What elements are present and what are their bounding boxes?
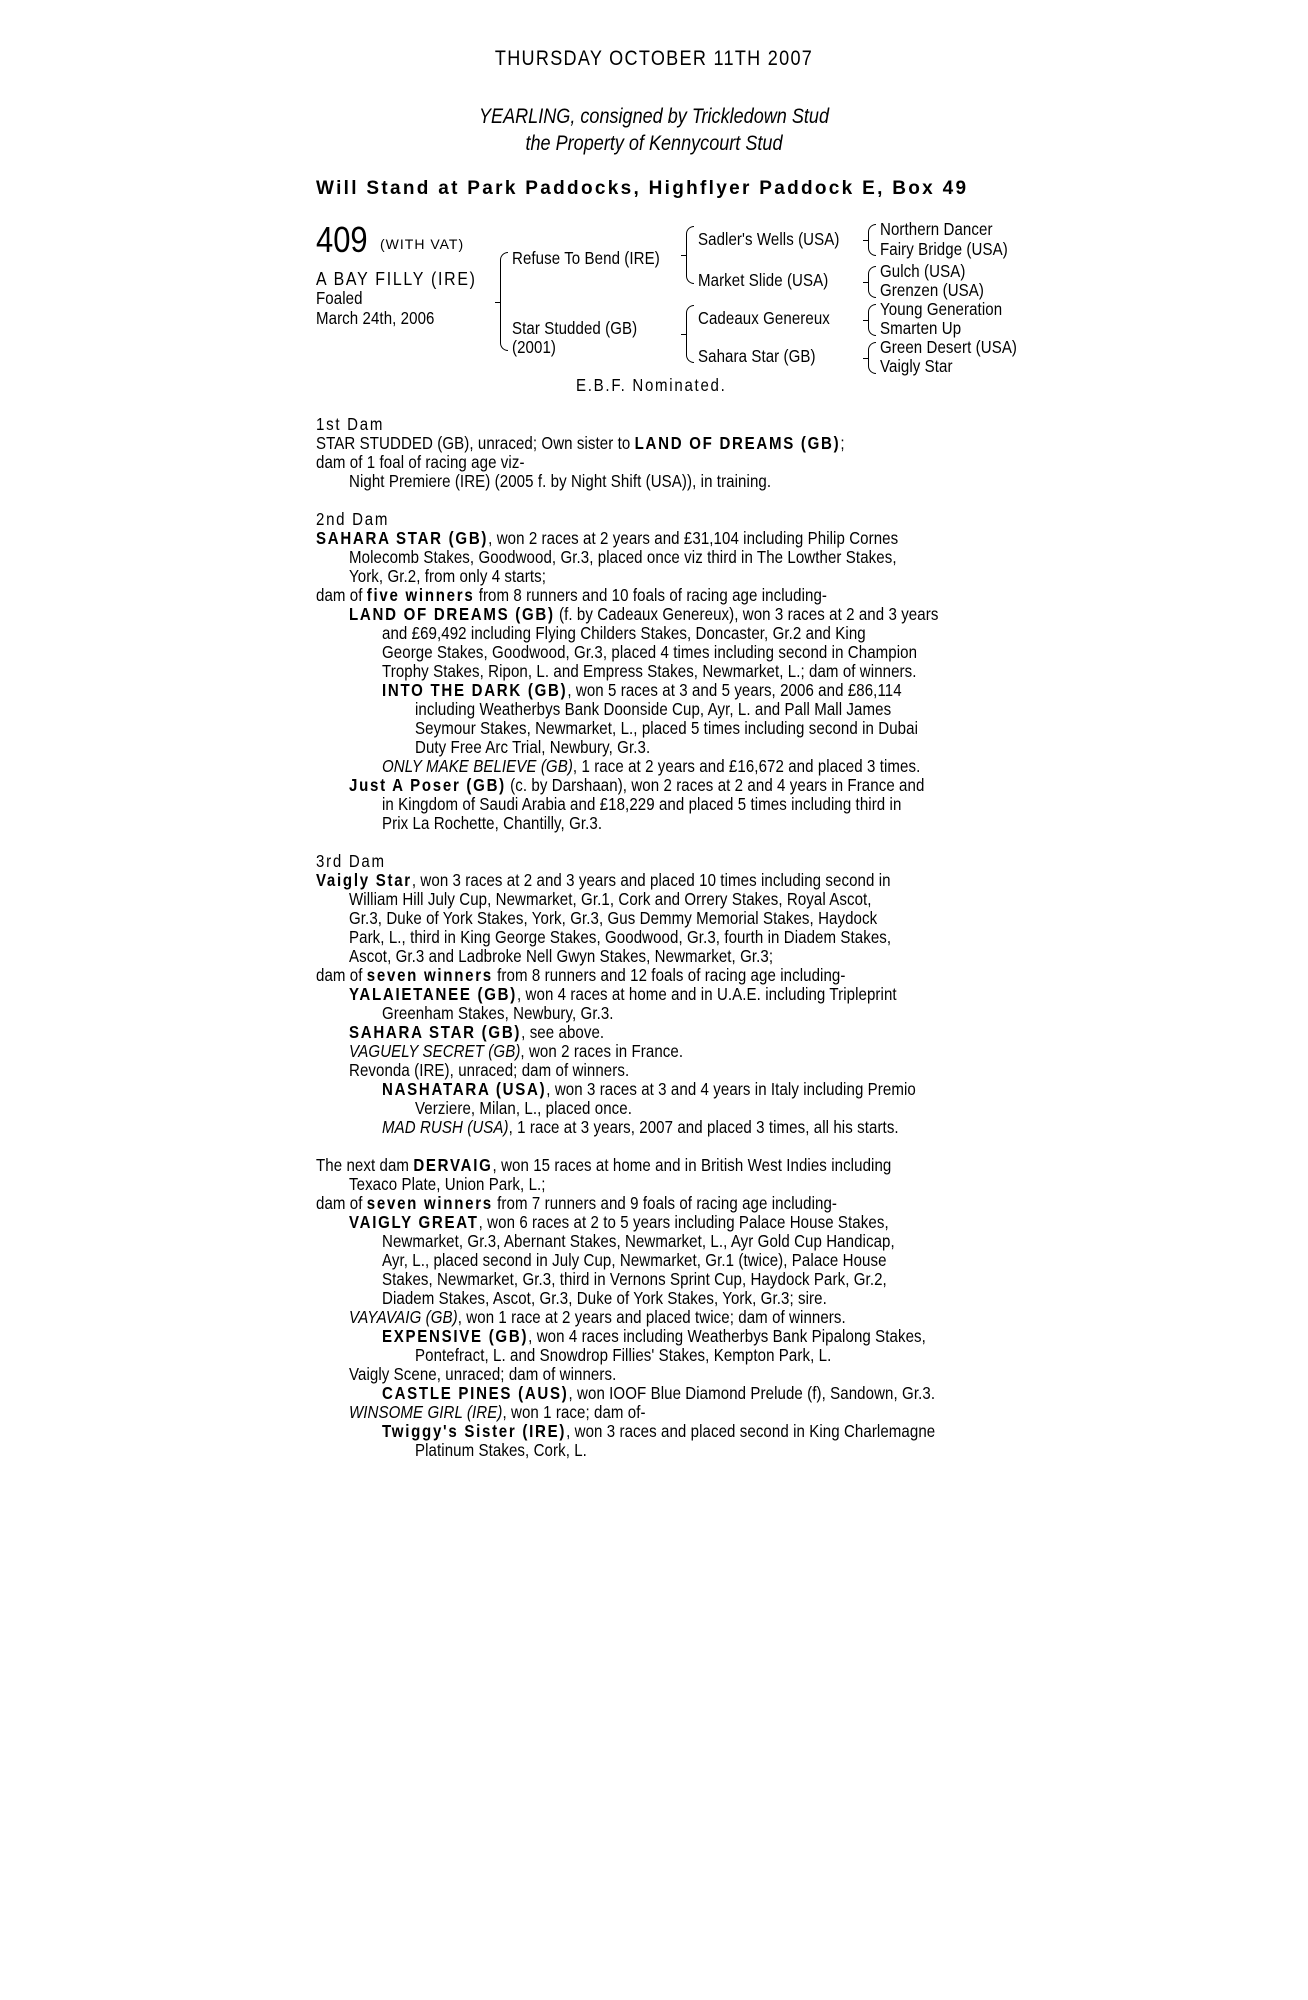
brace-sire-dam: [500, 252, 508, 351]
brace-sd-parents: [868, 266, 876, 298]
pedigree-dsd: Smarten Up: [880, 318, 962, 338]
foaled-label: Foaled: [316, 288, 363, 308]
produce-line: MAD RUSH (USA), 1 race at 3 years, 2007 and placed 3 times, all his starts.: [382, 1117, 899, 1137]
dam-line: STAR STUDDED (GB), unraced; Own sister to LAND OF DREAMS (GB);: [316, 433, 845, 453]
produce-line: Night Premiere (IRE) (2005 f. by Night Shift (USA)), in training.: [349, 471, 772, 491]
pedigree-sire-dam: Market Slide (USA): [698, 270, 829, 290]
produce-line: VAGUELY SECRET (GB), won 2 races in France.: [349, 1041, 684, 1061]
dam-line: dam of five winners from 8 runners and 10 foals of racing age including-: [316, 585, 828, 605]
stand-location: Will Stand at Park Paddocks, Highflyer Paddock E, Box 49: [316, 178, 969, 199]
dam-line: dam of seven winners from 8 runners and 12 foals of racing age including-: [316, 965, 846, 985]
dam-line: Texaco Plate, Union Park, L.;: [349, 1174, 546, 1194]
dam-line: Park, L., third in King George Stakes, Goodwood, Gr.3, fourth in Diadem Stakes,: [349, 927, 892, 947]
dam-line: William Hill July Cup, Newmarket, Gr.1, Cork and Orrery Stakes, Royal Ascot,: [349, 889, 872, 909]
pedigree-dds: Green Desert (USA): [880, 337, 1018, 357]
dam-line: dam of 1 foal of racing age viz-: [316, 452, 525, 472]
produce-line: Vaigly Scene, unraced; dam of winners.: [349, 1364, 617, 1384]
property-line: the Property of Kennycourt Stud: [525, 132, 783, 155]
section-heading: 1st Dam: [316, 414, 385, 434]
produce-line: and £69,492 including Flying Childers Stakes, Doncaster, Gr.2 and King: [382, 623, 866, 643]
consignment-note: [92, 103, 1217, 157]
pedigree-sds: Gulch (USA): [880, 261, 966, 281]
pedigree-sss: Northern Dancer: [880, 219, 993, 239]
produce-line: Pontefract, L. and Snowdrop Fillies' Stakes, Kempton Park, L.: [415, 1345, 832, 1365]
pedigree-dam: Star Studded (GB): [512, 318, 638, 338]
produce-line: Diadem Stakes, Ascot, Gr.3, Duke of York Stakes, York, Gr.3; sire.: [382, 1288, 827, 1308]
produce-line: including Weatherbys Bank Doonside Cup, Ayr, L. and Pall Mall James: [415, 699, 892, 719]
dam-line: Vaigly Star, won 3 races at 2 and 3 years and placed 10 times including second in: [316, 870, 891, 890]
produce-line: Stakes, Newmarket, Gr.3, third in Vernons Sprint Cup, Haydock Park, Gr.2,: [382, 1269, 887, 1289]
produce-line: Platinum Stakes, Cork, L.: [415, 1440, 587, 1460]
brace-dd-parents: [868, 342, 876, 374]
foaled-date: March 24th, 2006: [316, 308, 435, 328]
produce-line: George Stakes, Goodwood, Gr.3, placed 4 times including second in Champion: [382, 642, 918, 662]
pedigree-dam-sire: Cadeaux Genereux: [698, 308, 830, 328]
pedigree-dam-year: (2001): [512, 337, 557, 357]
pedigree-sire-sire: Sadler's Wells (USA): [698, 229, 840, 249]
produce-line: VAIGLY GREAT, won 6 races at 2 to 5 years including Palace House Stakes,: [349, 1212, 889, 1232]
dam-line: dam of seven winners from 7 runners and 9 foals of racing age including-: [316, 1193, 838, 1213]
dam-line: SAHARA STAR (GB), won 2 races at 2 years and £31,104 including Philip Cornes: [316, 528, 899, 548]
dam-line: York, Gr.2, from only 4 starts;: [349, 566, 546, 586]
vat-note: (WITH VAT): [380, 236, 465, 252]
brace-ss-parents: [868, 224, 876, 256]
produce-line: NASHATARA (USA), won 3 races at 3 and 4 years in Italy including Premio: [382, 1079, 916, 1099]
produce-line: INTO THE DARK (GB), won 5 races at 3 and 5 years, 2006 and £86,114: [382, 680, 902, 700]
consignor-line: YEARLING, consigned by Trickledown Stud: [479, 105, 829, 128]
produce-line: LAND OF DREAMS (GB) (f. by Cadeaux Genereux), won 3 races at 2 and 3 years: [349, 604, 939, 624]
produce-line: Duty Free Arc Trial, Newbury, Gr.3.: [415, 737, 651, 757]
brace-ds-parents: [868, 304, 876, 336]
sale-date: THURSDAY OCTOBER 11TH 2007: [494, 47, 814, 70]
ebf-nominated: E.B.F. Nominated.: [576, 375, 727, 395]
produce-line: Ayr, L., placed second in July Cup, Newmarket, Gr.1 (twice), Palace House: [382, 1250, 887, 1270]
produce-line: VAYAVAIG (GB), won 1 race at 2 years and placed twice; dam of winners.: [349, 1307, 846, 1327]
pedigree-sire: Refuse To Bend (IRE): [512, 248, 660, 268]
brace-sire-parents: [686, 226, 694, 284]
pedigree-ddd: Vaigly Star: [880, 356, 953, 376]
produce-line: CASTLE PINES (AUS), won IOOF Blue Diamond Prelude (f), Sandown, Gr.3.: [382, 1383, 936, 1403]
produce-line: Newmarket, Gr.3, Abernant Stakes, Newmarket, L., Ayr Gold Cup Handicap,: [382, 1231, 895, 1251]
lot-number: 409: [316, 219, 368, 260]
section-heading: 3rd Dam: [316, 851, 386, 871]
produce-line: Trophy Stakes, Ripon, L. and Empress Stakes, Newmarket, L.; dam of winners.: [382, 661, 917, 681]
produce-line: WINSOME GIRL (IRE), won 1 race; dam of-: [349, 1402, 646, 1422]
produce-line: Seymour Stakes, Newmarket, L., placed 5 times including second in Dubai: [415, 718, 919, 738]
produce-line: YALAIETANEE (GB), won 4 races at home and in U.A.E. including Tripleprint: [349, 984, 897, 1004]
produce-line: Just A Poser (GB) (c. by Darshaan), won 2 races at 2 and 4 years in France and: [349, 775, 925, 795]
produce-line: SAHARA STAR (GB), see above.: [349, 1022, 605, 1042]
produce-line: Greenham Stakes, Newbury, Gr.3.: [382, 1003, 614, 1023]
section-heading: 2nd Dam: [316, 509, 390, 529]
produce-line: Twiggy's Sister (IRE), won 3 races and placed second in King Charlemagne: [382, 1421, 936, 1441]
pedigree-sdd: Grenzen (USA): [880, 280, 984, 300]
pedigree-dss: Young Generation: [880, 299, 1003, 319]
produce-line: ONLY MAKE BELIEVE (GB), 1 race at 2 years and £16,672 and placed 3 times.: [382, 756, 921, 776]
dam-line: Ascot, Gr.3 and Ladbroke Nell Gwyn Stakes, Newmarket, Gr.3;: [349, 946, 774, 966]
produce-line: in Kingdom of Saudi Arabia and £18,229 and placed 5 times including third in: [382, 794, 902, 814]
brace-dam-parents: [686, 305, 694, 363]
dam-line: Molecomb Stakes, Goodwood, Gr.3, placed once viz third in The Lowther Stakes,: [349, 547, 897, 567]
pedigree-ssd: Fairy Bridge (USA): [880, 239, 1008, 259]
dam-line: Gr.3, Duke of York Stakes, York, Gr.3, Gus Demmy Memorial Stakes, Haydock: [349, 908, 878, 928]
produce-line: Revonda (IRE), unraced; dam of winners.: [349, 1060, 630, 1080]
produce-line: Prix La Rochette, Chantilly, Gr.3.: [382, 813, 603, 833]
produce-line: EXPENSIVE (GB), won 4 races including Weatherbys Bank Pipalong Stakes,: [382, 1326, 926, 1346]
dam-line: The next dam DERVAIG, won 15 races at home and in British West Indies including: [316, 1155, 892, 1175]
pedigree-dam-dam: Sahara Star (GB): [698, 346, 816, 366]
produce-line: Verziere, Milan, L., placed once.: [415, 1098, 633, 1118]
lot-name: A BAY FILLY (IRE): [316, 268, 477, 289]
